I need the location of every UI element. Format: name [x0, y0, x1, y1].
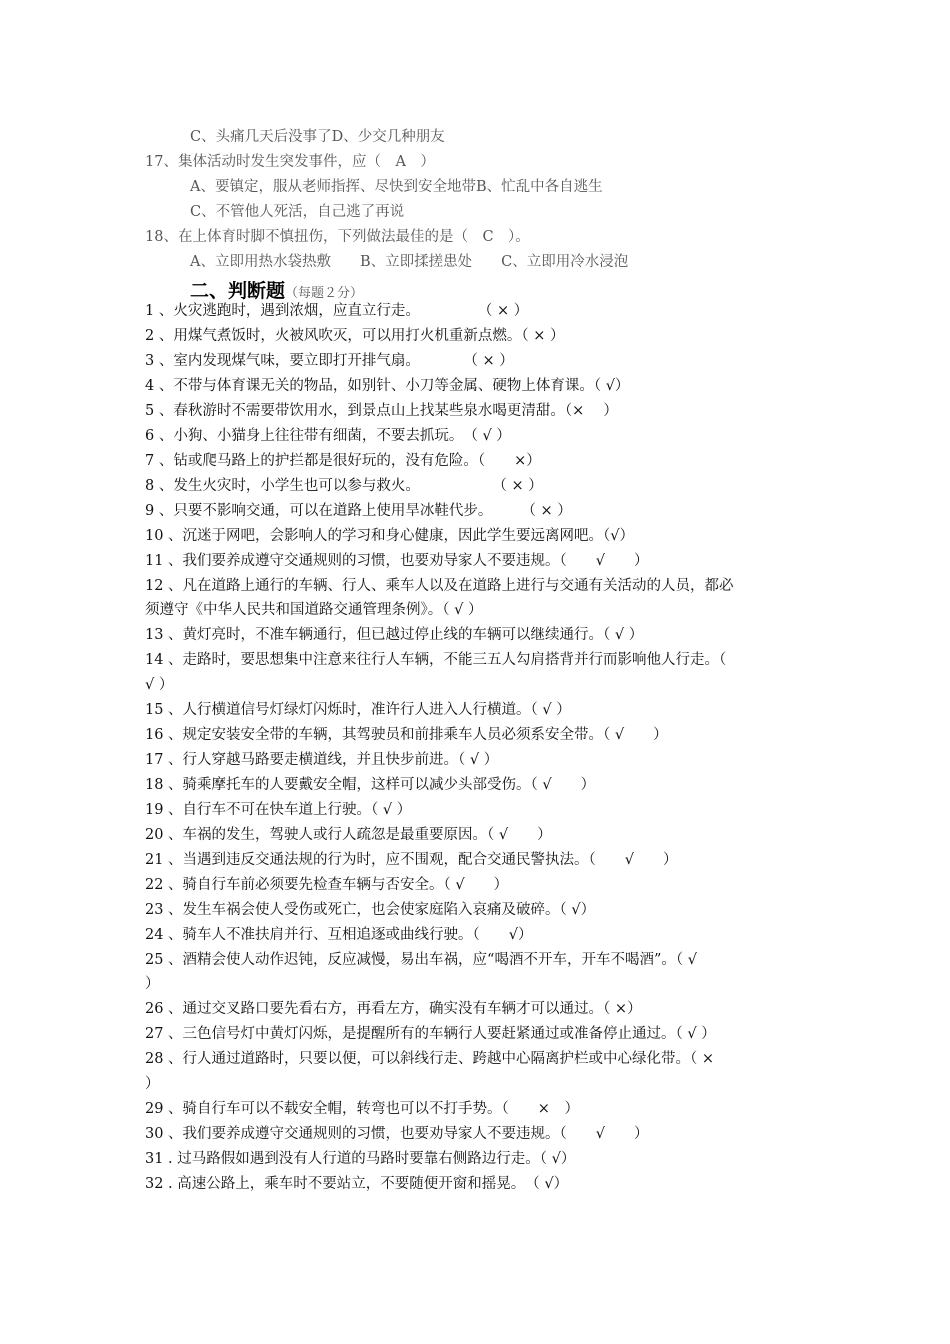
option-line: C、不管他人死活，自己逃了再说 [190, 204, 405, 220]
list-item-continuation: ） [145, 1076, 160, 1092]
list-item: 9 、只要不影响交通，可以在道路上使用旱冰鞋代步。 （ × ） [145, 503, 572, 519]
section-title [190, 276, 363, 303]
question-line: 17、集体活动时发生突发事件，应（ A ） [145, 154, 435, 170]
list-item: 25 、酒精会使人动作迟钝，反应减慢，易出车祸，应“喝酒不开车，开车不喝酒”。（ √ [145, 952, 697, 968]
list-item: 3 、室内发现煤气味，要立即打开排气扇。 （ × ） [145, 353, 514, 369]
list-item: 29 、骑自行车可以不载安全帽，转弯也可以不打手势。（ × ） [145, 1101, 579, 1117]
list-item: 26 、通过交叉路口要先看右方，再看左方，确实没有车辆才可以通过。（ ×） [145, 1001, 642, 1017]
list-item: 13 、黄灯亮时，不准车辆通行，但已越过停止线的车辆可以继续通行。（ √ ） [145, 627, 644, 643]
list-item: 10 、沉迷于网吧，会影响人的学习和身心健康，因此学生要远离网吧。（√） [145, 528, 635, 544]
list-item: 19 、自行车不可在快车道上行驶。（ √ ） [145, 802, 412, 818]
list-item: 14 、走路时，要思想集中注意来往行人车辆，不能三五人勾肩搭背并行而影响他人行走。（ [145, 652, 727, 668]
list-item: 4 、不带与体育课无关的物品，如别针、小刀等金属、硬物上体育课。（ √） [145, 378, 630, 394]
option-line: A、要镇定，服从老师指挥、尽快到安全地带B、忙乱中各自逃生 [190, 179, 603, 195]
list-item: 16 、规定安装安全带的车辆，其驾驶员和前排乘车人员必须系安全带。（ √ ） [145, 727, 668, 743]
list-item: 27 、三色信号灯中黄灯闪烁，是提醒所有的车辆行人要赶紧通过或准备停止通过。（ √ ） [145, 1026, 716, 1042]
list-item: 22 、骑自行车前必须要先检查车辆与否安全。（ √ ） [145, 877, 509, 893]
option-line: A、立即用热水袋热敷 B、立即揉搓患处 C、立即用冷水浸泡 [190, 254, 629, 270]
list-item: 21 、当遇到违反交通法规的行为时，应不围观，配合交通民警执法。（ √ ） [145, 852, 678, 868]
list-item-continuation: 须遵守《中华人民共和国道路交通管理条例》。（ √ ） [145, 602, 483, 618]
list-item: 23 、发生车祸会使人受伤或死亡，也会使家庭陷入哀痛及破碎。（ √） [145, 902, 596, 918]
list-item: 24 、骑车人不准扶肩并行、互相追逐或曲线行驶。（ √） [145, 927, 533, 943]
list-item: 7 、钻或爬马路上的护拦都是很好玩的，没有危险。（ ×） [145, 453, 541, 469]
list-item: 8 、发生火灾时，小学生也可以参与救火。 （ × ） [145, 478, 543, 494]
list-item: 6 、小狗、小猫身上往往带有细菌，不要去抓玩。 （ √ ） [145, 428, 511, 444]
section-heading: 二、判断题 [190, 280, 286, 302]
section-note: （每题２分） [285, 286, 364, 301]
list-item: 31 . 过马路假如遇到没有人行道的马路时要靠右侧路边行走。（ √） [145, 1151, 576, 1167]
list-item: 1 、火灾逃跑时，遇到浓烟，应直立行走。 （ × ） [145, 303, 529, 319]
list-item: 18 、骑乘摩托车的人要戴安全帽，这样可以减少头部受伤。（ √ ） [145, 777, 596, 793]
list-item: 12 、凡在道路上通行的车辆、行人、乘车人以及在道路上进行与交通有关活动的人员，都必 [145, 578, 734, 594]
list-item: 11 、我们要养成遵守交通规则的习惯，也要劝导家人不要违规。（ √ ） [145, 553, 649, 569]
list-item-continuation: √ ） [145, 677, 174, 693]
list-item: 28 、行人通过道路时，只要以便，可以斜线行走、跨越中心隔离护栏或中心绿化带。（ × [145, 1051, 715, 1067]
list-item-continuation: ） [145, 976, 160, 992]
list-item: 30 、我们要养成遵守交通规则的习惯，也要劝导家人不要违规。（ √ ） [145, 1126, 649, 1142]
list-item: 32 . 高速公路上，乘车时不要站立，不要随便开窗和摇晃。 （ √） [145, 1176, 569, 1192]
question-line: 18、在上体育时脚不慎扭伤，下列做法最佳的是（ C ）。 [145, 229, 530, 245]
list-item: 5 、春秋游时不需要带饮用水，到景点山上找某些泉水喝更清甜。（× ） [145, 403, 618, 419]
list-item: 17 、行人穿越马路要走横道线，并且快步前进。（ √ ） [145, 752, 499, 768]
list-item: 20 、车祸的发生，驾驶人或行人疏忽是最重要原因。（ √ ） [145, 827, 552, 843]
list-item: 15 、人行横道信号灯绿灯闪烁时，准许行人进入人行横道。（ √ ） [145, 702, 571, 718]
option-line: C、头痛几天后没事了D、少交几种朋友 [190, 129, 445, 145]
list-item: 2 、用煤气煮饭时，火被风吹灭，可以用打火机重新点燃。（ × ） [145, 328, 565, 344]
